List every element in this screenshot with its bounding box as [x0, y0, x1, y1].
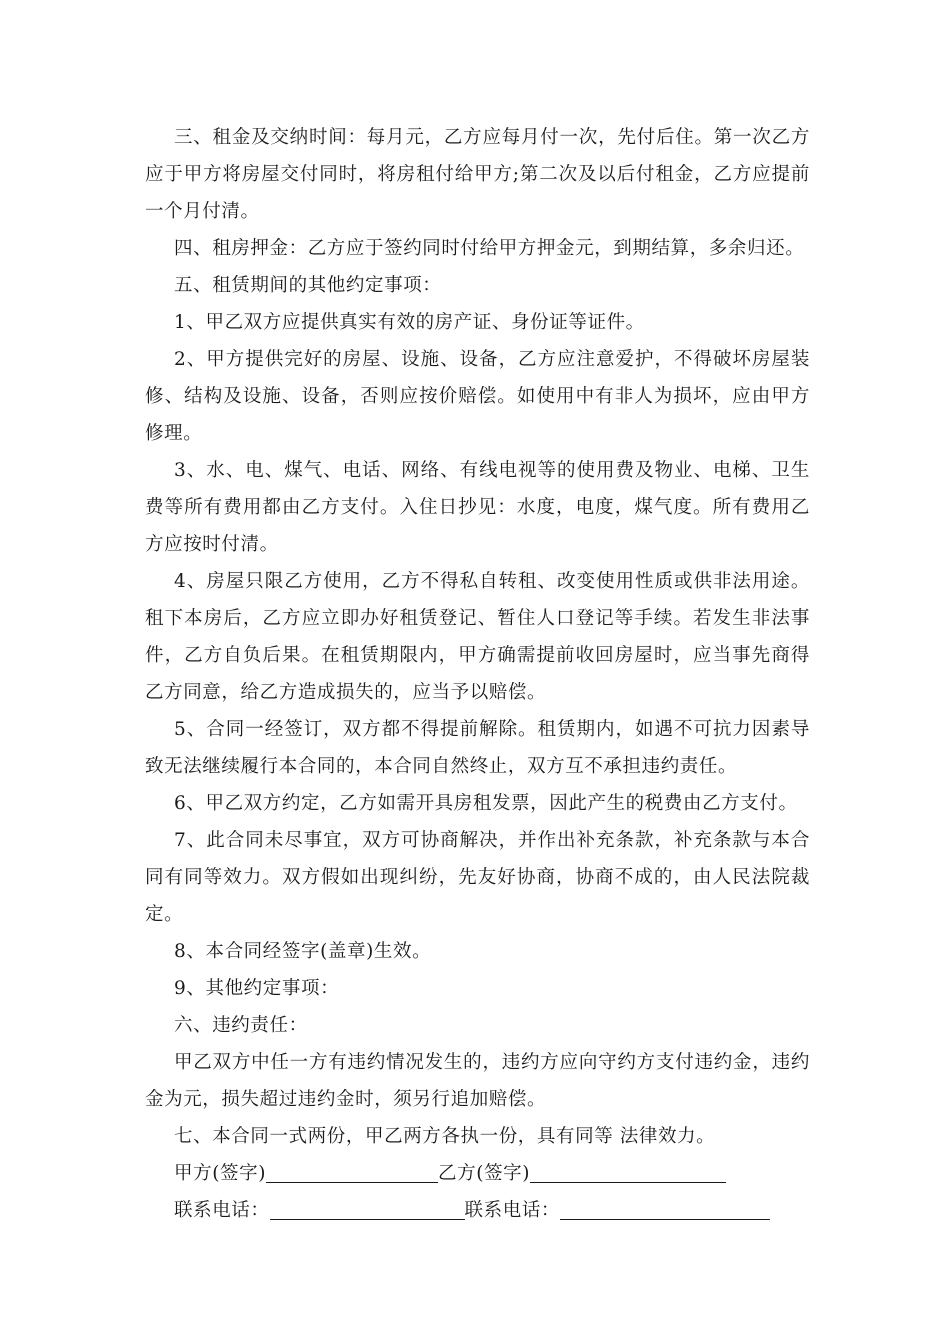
clause-item-6: 6、甲乙双方约定，乙方如需开具房租发票，因此产生的税费由乙方支付。 — [174, 793, 798, 814]
party-a-sign-line — [266, 1182, 438, 1183]
party-a-phone-label: 联系电话： — [174, 1200, 270, 1221]
clause-item-7: 7、此合同未尽事宜，双方可协商解决，并作出补充条款，补充条款与本合同有同等效力。双方假如出现纠纷，先友好协商，协商不成的，由人民法院裁定。 — [145, 830, 810, 925]
clause-item-9: 9、其他约定事项： — [174, 978, 340, 999]
contract-body — [145, 119, 810, 1229]
clause-deposit: 四、租房押金：乙方应于签约同时付给甲方押金元，到期结算，多余归还。 — [174, 238, 805, 259]
party-b-sign-line — [530, 1182, 726, 1183]
clause-breach-heading: 六、违约责任： — [174, 1015, 308, 1036]
party-a-phone-line — [270, 1219, 465, 1220]
party-b-sign-label: 乙方(签字) — [438, 1163, 531, 1184]
party-b-phone-line — [560, 1219, 770, 1220]
party-b-phone-label: 联系电话： — [464, 1200, 561, 1221]
party-a-sign-label: 甲方(签字) — [174, 1163, 267, 1184]
clause-breach-body: 甲乙双方中任一方有违约情况发生的，违约方应向守约方支付违约金，违约金为元，损失超过违约金时，须另行追加赔偿。 — [145, 1052, 810, 1110]
clause-item-5: 5、合同一经签订，双方都不得提前解除。租赁期内，如遇不可抗力因素导致无法继续履行本合同的，本合同自然终止，双方互不承担违约责任。 — [145, 719, 810, 777]
clause-item-2: 2、甲方提供完好的房屋、设施、设备，乙方应注意爱护，不得破坏房屋装修、结构及设施、设备，否则应按价赔偿。如使用中有非人为损坏，应由甲方修理。 — [145, 349, 810, 444]
clause-item-3: 3、水、电、煤气、电话、网络、有线电视等的使用费及物业、电梯、卫生费等所有费用都由乙方支付。入住日抄见：水度，电度，煤气度。所有费用乙方应按时付清。 — [145, 460, 810, 555]
clause-item-1: 1、甲乙双方应提供真实有效的房产证、身份证等证件。 — [174, 312, 645, 333]
signature-row — [145, 1155, 810, 1192]
clause-rent-payment: 三、租金及交纳时间：每月元，乙方应每月付一次，先付后住。第一次乙方应于甲方将房屋交付同时，将房租付给甲方;第二次及以后付租金，乙方应提前一个月付清。 — [145, 127, 810, 222]
clause-item-8: 8、本合同经签字(盖章)生效。 — [174, 941, 432, 962]
clause-other-terms-heading: 五、租赁期间的其他约定事项： — [174, 275, 442, 296]
clause-copies: 七、本合同一式两份，甲乙两方各执一份，具有同等 法律效力。 — [174, 1126, 716, 1147]
phone-row — [145, 1192, 810, 1229]
clause-item-4: 4、房屋只限乙方使用，乙方不得私自转租、改变使用性质或供非法用途。租下本房后，乙方应立即办好租赁登记、暂住人口登记等手续。若发生非法事件，乙方自负后果。在租赁期限内，甲方确需提前收回房屋时，应当事先商得乙方同意，给乙方造成损失的，应当予以赔偿。 — [145, 571, 810, 703]
